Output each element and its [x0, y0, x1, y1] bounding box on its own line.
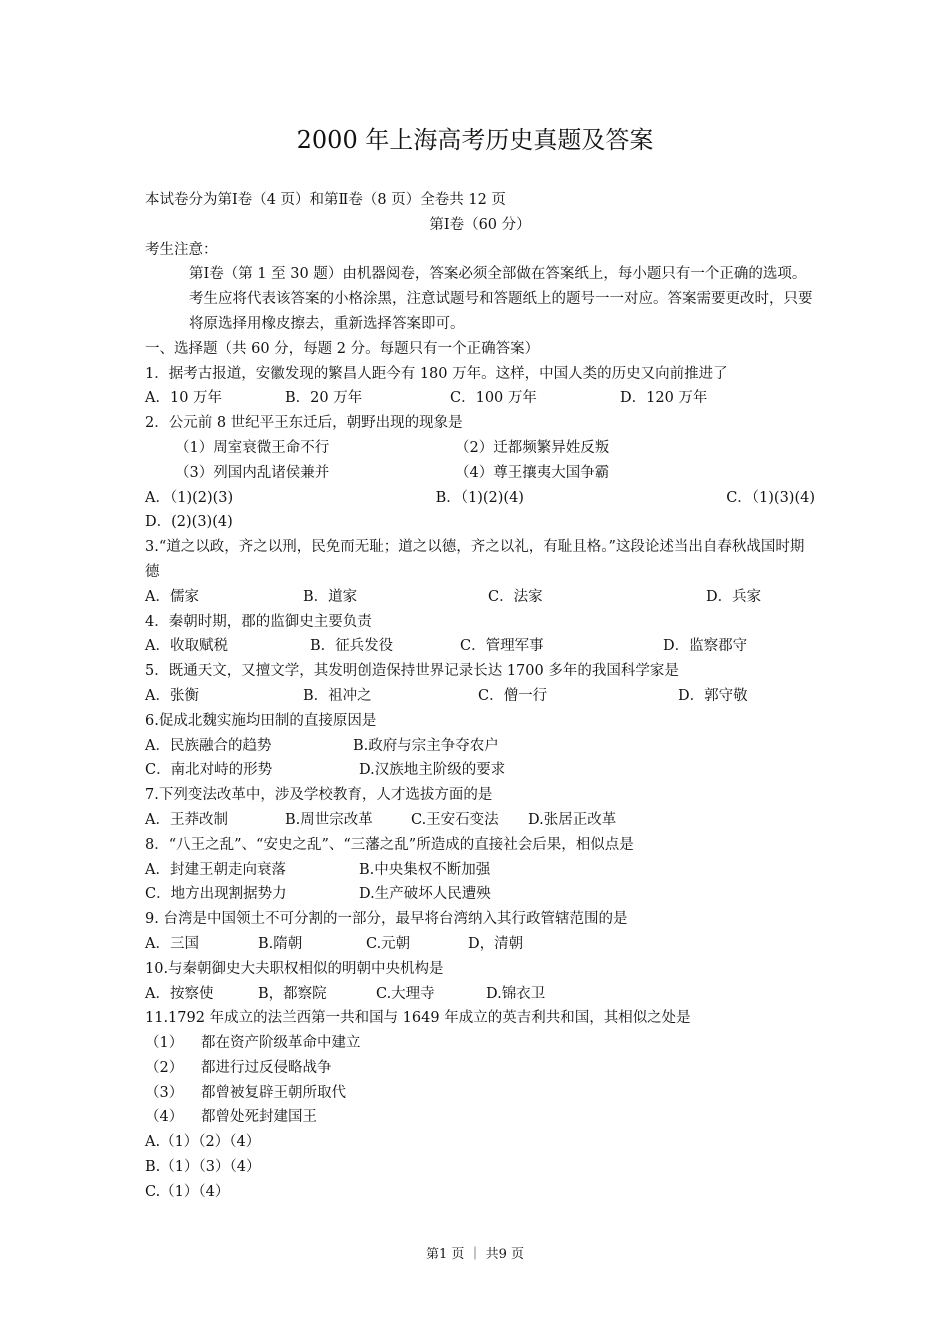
question-9-stem: 9. 台湾是中国领土不可分割的一部分，最早将台湾纳入其行政管辖范围的是: [145, 911, 628, 928]
question-9-options: [145, 932, 815, 957]
option-a: A．收取赋税: [145, 638, 228, 655]
question-1-stem: 1．据考古报道，安徽发现的繁昌人距今有 180 万年。这样，中国人类的历史又向前推进了: [145, 365, 728, 382]
option-a: A．10 万年: [145, 390, 223, 407]
option-b: B.隋朝: [258, 935, 303, 952]
question-11-statement-1: [145, 1031, 815, 1056]
question-2-options-row1: [145, 486, 815, 511]
option-d: D．(2)(3)(4): [145, 514, 233, 531]
statement-text: 都进行过反侵略战争: [201, 1059, 332, 1076]
option-c: C．（1)(3)(4): [726, 489, 815, 506]
option-b: B.（1）（3）（4）: [145, 1159, 261, 1176]
option-c: C．100 万年: [450, 390, 537, 407]
question-8-options-row2: [145, 882, 815, 907]
option-a: A.（1）（2）（4）: [145, 1134, 261, 1151]
statement-number: （4）: [145, 1109, 184, 1126]
statement-1: （1）周室衰微王命不行: [175, 439, 330, 456]
option-d: D.锦衣卫: [486, 985, 546, 1002]
statement-number: （1）: [145, 1035, 184, 1052]
question-6-stem: 6.促成北魏实施均田制的直接原因是: [145, 712, 377, 729]
statement-text: 都曾被复辟王朝所取代: [201, 1084, 346, 1101]
option-a: A．儒家: [145, 588, 199, 605]
option-a: A．封建王朝走向衰落: [145, 861, 286, 878]
question-4-options: [145, 634, 815, 659]
page-footer: 第1 页 ｜ 共9 页: [425, 1247, 525, 1262]
question-11-statement-2: [145, 1056, 815, 1081]
option-a: A．王莽改制: [145, 811, 228, 828]
option-d: D．监察郡守: [663, 638, 748, 655]
option-c: C．管理军事: [460, 638, 544, 655]
option-c: C．僧一行: [478, 687, 548, 704]
option-c: C．南北对峙的形势: [145, 762, 273, 779]
question-10-options: [145, 982, 815, 1007]
statement-number: （2）: [145, 1059, 184, 1076]
notice-text: 第Ⅰ卷（第 1 至 30 题）由机器阅卷，答案必须全部做在答案纸上，每小题只有一个正确的选项。考生应将代表该答案的小格涂黑，注意试题号和答题纸上的题号一一对应。答案需要更改时，只要将原选择用橡皮擦去，重新选择答案即可。: [189, 266, 813, 332]
intro-text: 本试卷分为第Ⅰ卷（4 页）和第Ⅱ卷（8 页）全卷共 12 页: [145, 192, 506, 208]
question-7-options: [145, 808, 815, 833]
option-d: D，清朝: [468, 935, 524, 952]
question-8-options-row1: [145, 858, 815, 883]
question-11-statement-4: [145, 1105, 815, 1130]
statement-2: （2）迁都频繁异姓反叛: [455, 439, 610, 456]
option-c: C.元朝: [366, 935, 411, 952]
document-title: 2000 年上海高考历史真题及答案: [296, 126, 654, 154]
option-b: B．征兵发役: [310, 638, 394, 655]
statement-4: （4）尊王攘夷大国争霸: [455, 464, 610, 481]
question-11-statement-3: [145, 1081, 815, 1106]
option-d: D.张居正改革: [528, 811, 617, 828]
option-b: B.中央集权不断加强: [359, 861, 491, 878]
question-3-stem: 3.“道之以政，齐之以刑，民免而无耻；道之以德，齐之以礼，有耻且格。”这段论述当出自春秋战国时期德: [145, 539, 805, 580]
option-d: D．兵家: [706, 588, 762, 605]
question-5-options: [145, 684, 815, 709]
question-6-options-row1: [145, 734, 815, 759]
question-11-stem: 11.1792 年成立的法兰西第一共和国与 1649 年成立的英吉利共和国，其相似之处是: [145, 1010, 691, 1027]
statement-3: （3）列国内乱诸侯兼并: [175, 464, 330, 481]
option-b: B．道家: [303, 588, 358, 605]
option-c: C.大理寺: [376, 985, 435, 1002]
option-d: D.生产破坏人民遭殃: [359, 886, 491, 903]
option-c: C.王安石变法: [411, 811, 499, 828]
option-d: D．120 万年: [620, 390, 708, 407]
question-2-stem: 2．公元前 8 世纪平王东迁后，朝野出现的现象是: [145, 415, 463, 432]
statement-text: 都曾处死封建国王: [201, 1109, 317, 1126]
question-4-stem: 4．秦朝时期，郡的监御史主要负责: [145, 613, 372, 630]
option-b: B．祖冲之: [303, 687, 372, 704]
part-header: 第Ⅰ卷（60 分）: [429, 216, 531, 233]
option-a: A．民族融合的趋势: [145, 737, 272, 754]
option-d: D．郭守敬: [678, 687, 748, 704]
question-3-options: [145, 585, 815, 610]
question-5-stem: 5．既通天文，又擅文学，其发明创造保持世界记录长达 1700 多年的我国科学家是: [145, 663, 679, 680]
question-6-options-row2: [145, 758, 815, 783]
question-1-options: [145, 386, 815, 411]
notice-label: 考生注意：: [145, 241, 218, 258]
question-10-stem: 10.与秦朝御史大夫职权相似的明朝中央机构是: [145, 960, 444, 977]
exam-content: [145, 188, 815, 1205]
option-c: C．地方出现割据势力: [145, 886, 287, 903]
statement-number: （3）: [145, 1084, 184, 1101]
option-b: B，都察院: [258, 985, 327, 1002]
section-header: 一、选择题（共 60 分，每题 2 分。每题只有一个正确答案）: [145, 340, 540, 357]
option-b: B．20 万年: [285, 390, 363, 407]
question-8-stem: 8．“八王之乱”、“安史之乱”、“三藩之乱”所造成的直接社会后果，相似点是: [145, 836, 634, 853]
question-2-statements-row2: [145, 461, 815, 486]
option-b: B.周世宗改革: [285, 811, 373, 828]
question-2-statements-row1: [145, 436, 815, 461]
option-a: A．按察使: [145, 985, 214, 1002]
option-c: C.（1）（4）: [145, 1183, 230, 1200]
option-a: A．张衡: [145, 687, 199, 704]
statement-text: 都在资产阶级革命中建立: [201, 1035, 361, 1052]
option-a: A．三国: [145, 935, 199, 952]
option-a: A．（1)(2)(3): [145, 489, 234, 506]
option-b: B．（1)(2)(4): [435, 489, 524, 506]
option-c: C．法家: [488, 588, 543, 605]
option-d: D.汉族地主阶级的要求: [359, 762, 506, 779]
option-b: B.政府与宗主争夺农户: [353, 737, 499, 754]
question-7-stem: 7.下列变法改革中，涉及学校教育，人才选拔方面的是: [145, 787, 493, 804]
